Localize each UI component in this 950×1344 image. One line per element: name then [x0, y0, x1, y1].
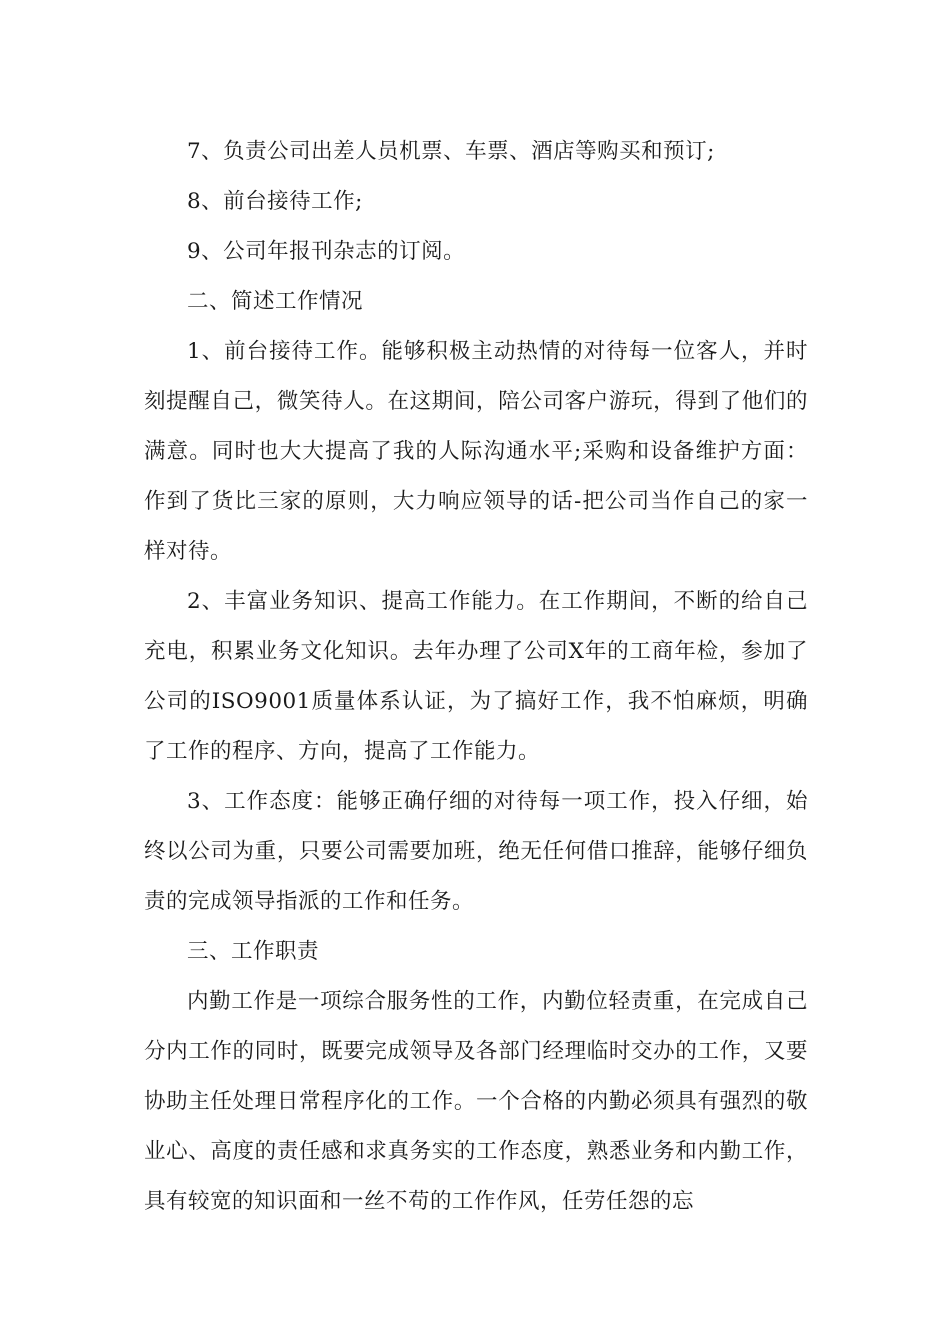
work-item-1: 1、前台接待工作。能够积极主动热情的对待每一位客人，并时刻提醒自己，微笑待人。在这期间，陪公司客户游玩，得到了他们的满意。同时也大大提高了我的人际沟通水平;采购和设备维护方面：作到了货比三家的原则，大力响应领导的话-把公司当作自己的家一样对待。 [144, 339, 808, 564]
work-item-2: 2、丰富业务知识、提高工作能力。在工作期间，不断的给自己充电，积累业务文化知识。去年办理了公司X年的工商年检，参加了公司的ISO9001质量体系认证，为了搞好工作，我不怕麻烦，明确了工作的程序、方向，提高了工作能力。 [144, 589, 808, 764]
duties-paragraph: 内勤工作是一项综合服务性的工作，内勤位轻责重，在完成自己分内工作的同时，既要完成领导及各部门经理临时交办的工作，又要协助主任处理日常程序化的工作。一个合格的内勤必须具有强烈的敬业心、高度的责任感和求真务实的工作态度，熟悉业务和内勤工作，具有较宽的知识面和一丝不苟的工作作风，任劳任怨的忘 [144, 989, 808, 1214]
section-heading-3: 三、工作职责 [187, 939, 320, 964]
document-body [144, 127, 808, 1227]
list-item-9: 9、公司年报刊杂志的订阅。 [187, 239, 466, 264]
list-item-7: 7、负责公司出差人员机票、车票、酒店等购买和预订; [187, 139, 715, 164]
work-item-3: 3、工作态度：能够正确仔细的对待每一项工作，投入仔细，始终以公司为重，只要公司需要加班，绝无任何借口推辞，能够仔细负责的完成领导指派的工作和任务。 [144, 789, 808, 914]
list-item-8: 8、前台接待工作; [187, 189, 363, 214]
section-heading-2: 二、简述工作情况 [187, 289, 364, 314]
